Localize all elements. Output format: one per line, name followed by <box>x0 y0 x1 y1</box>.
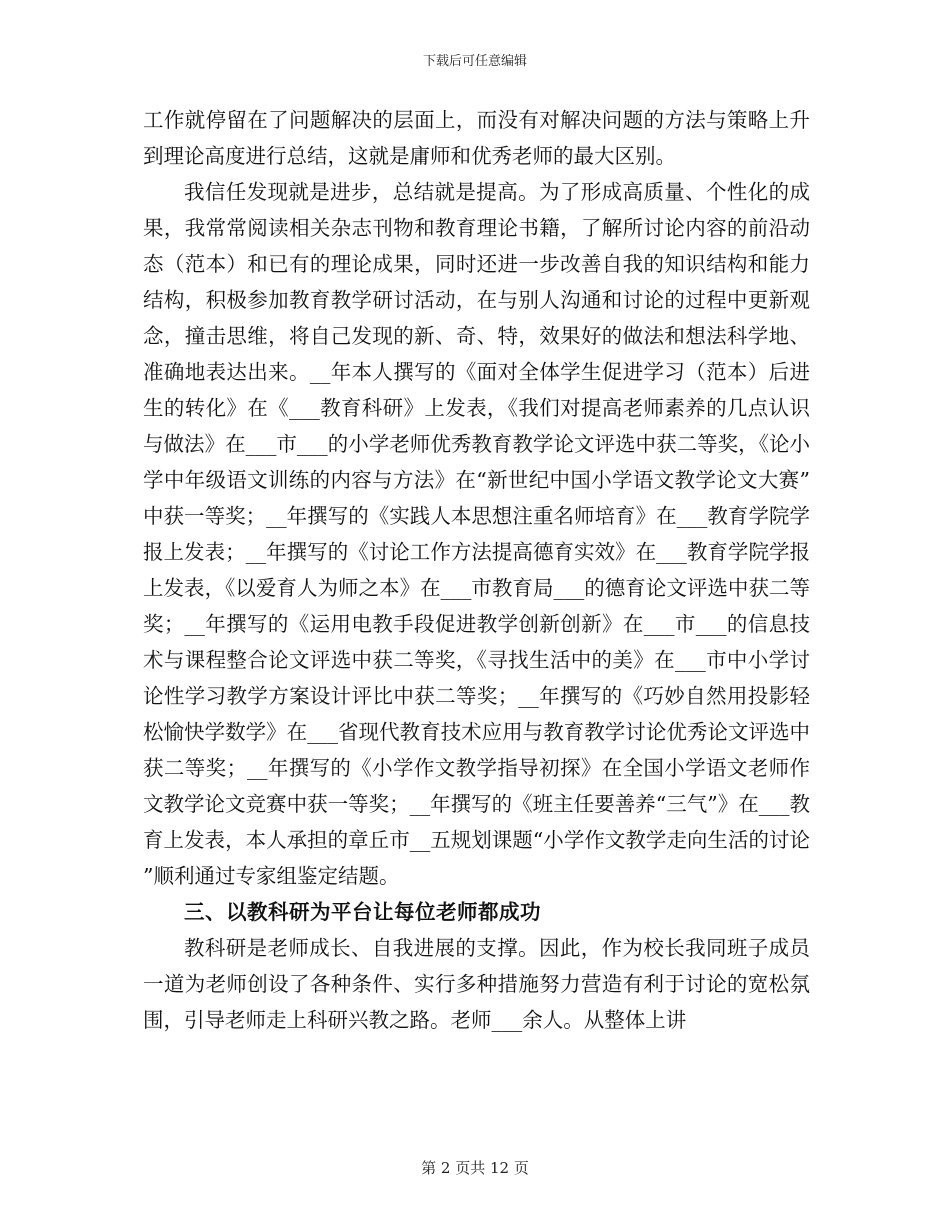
page-footer: 第 2 页共 12 页 <box>421 1159 529 1177</box>
document-body <box>143 102 810 1038</box>
section-heading-3: 三、以教科研为平台让每位老师都成功 <box>184 900 541 924</box>
paragraph-teacher-research: 教科研是老师成长、自我进展的支撑。因此，作为校长我同班子成员一道为老师创设了各种条件、实行多种措施努力营造有利于讨论的宽松氛围，引导老师走上科研兴教之路。老师___余人。从整体上讲 <box>143 936 810 1032</box>
paragraph-research-summary: 我信任发现就是进步，总结就是提高。为了形成高质量、个性化的成果，我常常阅读相关杂志刊物和教育理论书籍，了解所讨论内容的前沿动态（范本）和已有的理论成果，同时还进一步改善自我的知识结构和能力结构，积极参加教育教学研讨活动，在与别人沟通和讨论的过程中更新观念，撞击思维，将自己发现的新、奇、特，效果好的做法和想法科学地、准确地表达出来。__年本人撰写的《面对全体学生促进学习（范本）后进生的转化》在《___教育科研》上发表，《我们对提高老师素养的几点认识与做法》在___市___的小学老师优秀教育教学论文评选中获二等奖，《论小学中年级语文训练的内容与方法》在“新世纪中国小学语文教学论文大赛”中获一等奖；__年撰写的《实践人本思想注重名师培育》在___教育学院学报上发表；__年撰写的《讨论工作方法提高德育实效》在___教育学院学报上发表，《以爱育人为师之本》在___市教育局___的德育论文评选中获二等奖；__年撰写的《运用电教手段促进教学创新创新》在___市___的信息技术与课程整合论文评选中获二等奖，《寻找生活中的美》在___市中小学讨论性学习教学方案设计评比中获二等奖；__年撰写的《巧妙自然用投影轻松愉快学数学》在___省现代教育技术应用与教育教学讨论优秀论文评选中获二等奖；__年撰写的《小学作文教学指导初探》在全国小学语文老师作文教学论文竞赛中获一等奖；__年撰写的《班主任要善养“三气”》在___教育上发表，本人承担的章丘市__五规划课题“小学作文教学走向生活的讨论”顺利通过专家组鉴定结题。 <box>143 180 810 888</box>
page-header: 下载后可任意编辑 <box>422 54 527 69</box>
paragraph-continuation: 工作就停留在了问题解决的层面上，而没有对解决问题的方法与策略上升到理论高度进行总结，这就是庸师和优秀老师的最大区别。 <box>143 108 810 168</box>
